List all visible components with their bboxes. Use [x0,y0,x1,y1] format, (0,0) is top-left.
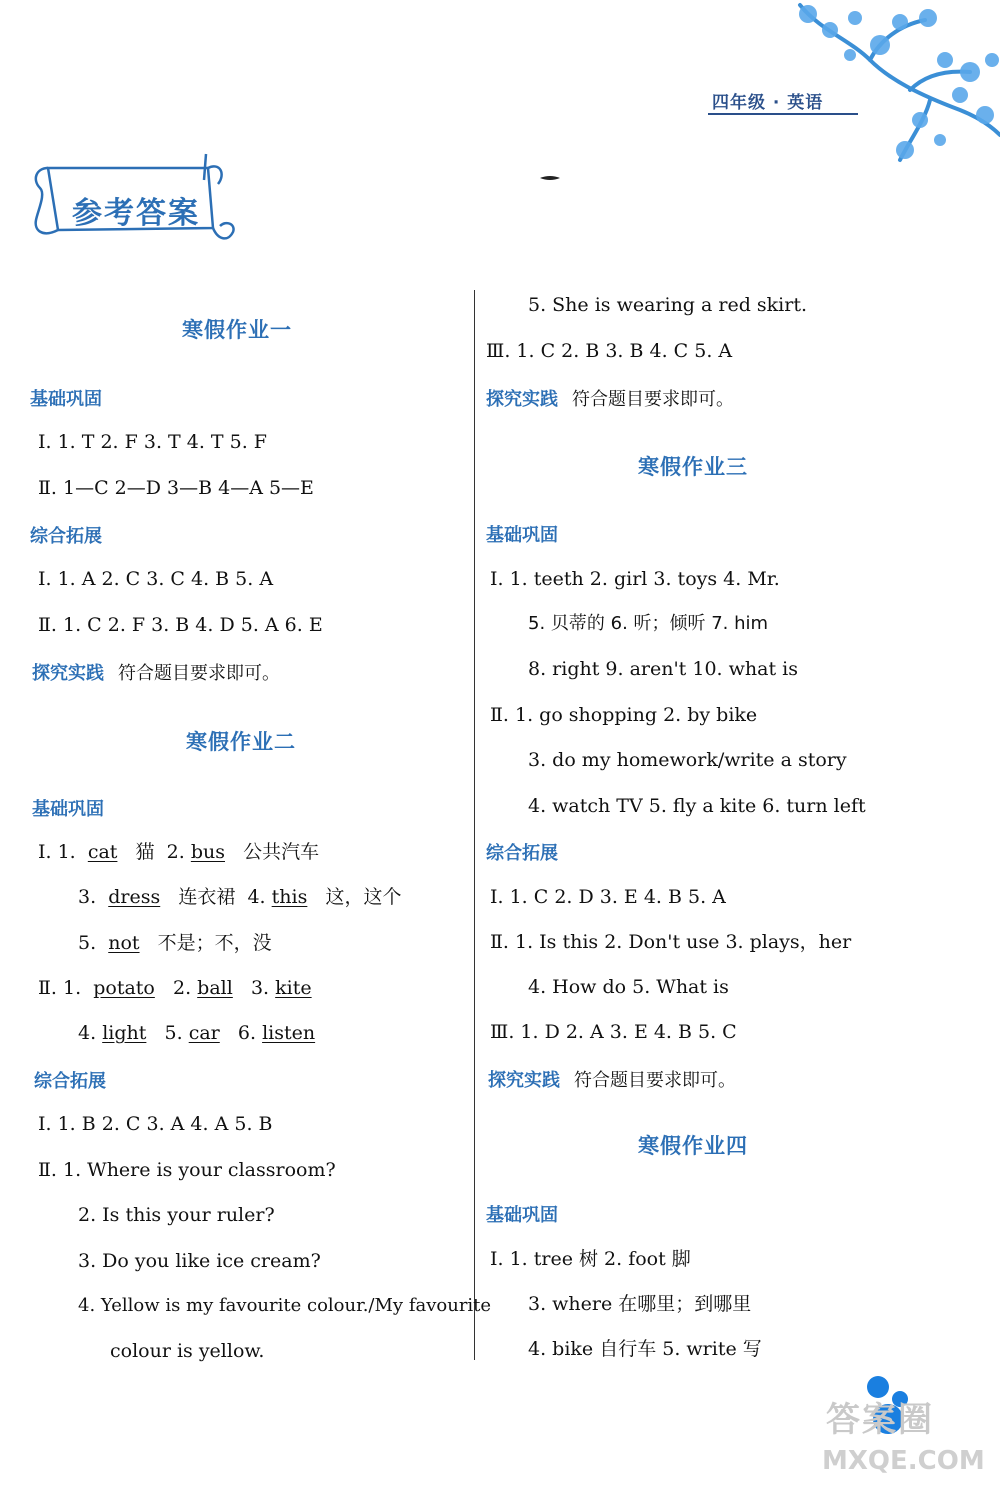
answer-word: light [102,1022,147,1044]
translation: 猫 [135,841,155,863]
item-number: 2. [172,977,192,999]
answer-line [78,885,402,909]
answer-word: car [188,1022,220,1044]
homework-3-title: 寒假作业三 [638,455,748,479]
grade-subject-label: 四年级 · 英语 [712,93,824,113]
practice-heading [488,1066,736,1092]
translation: 连衣裙 [178,886,236,908]
item-number: 3. [250,977,270,999]
homework-1-title: 寒假作业一 [182,318,292,342]
answer-line: Ⅲ. 1. D 2. A 3. E 4. B 5. C [490,1021,737,1043]
answer-line: 5. She is wearing a red skirt. [528,294,807,316]
practice-heading [32,659,280,685]
answer-line: 3. where 在哪里；到哪里 [528,1293,752,1315]
answer-line: Ⅱ. 1. go shopping 2. by bike [490,704,758,726]
basics-heading: 基础巩固 [30,389,102,410]
translation: 这，这个 [325,886,402,908]
answer-line: Ⅰ. 1. B 2. C 3. A 4. A 5. B [38,1113,273,1135]
answer-word: cat [87,841,118,863]
answer-line: Ⅱ. 1. Where is your classroom? [38,1159,336,1181]
item-number: Ⅱ. 1. [38,977,82,999]
answer-line: 3. Do you like ice cream? [78,1250,321,1272]
answer-line: 8. right 9. aren't 10. what is [528,658,798,680]
extension-heading: 综合拓展 [486,843,558,864]
basics-heading: 基础巩固 [486,1205,558,1226]
answer-line: Ⅲ. 1. C 2. B 3. B 4. C 5. A [486,340,733,362]
item-number: 6. [237,1022,257,1044]
answer-line: Ⅱ. 1. Is this 2. Don't use 3. plays，her [490,931,852,953]
answer-line: 4. How do 5. What is [528,976,729,998]
item-number: 5. [78,932,97,954]
answer-word: potato [93,977,155,999]
practice-heading [486,385,734,411]
answer-line [78,931,272,955]
watermark-url: MXQE.COM [822,1446,985,1476]
watermark-logo: 答案圈 [826,1400,934,1440]
column-divider [474,290,475,1360]
answer-line [38,840,319,864]
ornament-icon [538,174,562,182]
practice-note: 符合题目要求即可。 [572,389,734,410]
section-title: 参考答案 [72,196,200,231]
answer-word: this [271,886,308,908]
answer-line: Ⅱ. 1. C 2. F 3. B 4. D 5. A 6. E [38,614,323,636]
answer-word: kite [275,977,312,999]
plum-blossom-decoration [760,0,1000,170]
item-number: 4. [247,886,266,908]
item-number: 5. [164,1022,183,1044]
answer-word: not [108,932,140,954]
basics-heading: 基础巩固 [486,525,558,546]
item-number: 3. [78,886,97,908]
practice-note: 符合题目要求即可。 [574,1070,736,1091]
answer-line: Ⅰ. 1. tree 树 2. foot 脚 [490,1248,691,1270]
homework-4-title: 寒假作业四 [638,1134,748,1158]
practice-label: 探究实践 [488,1070,560,1091]
answer-line: 2. Is this your ruler? [78,1204,275,1226]
extension-heading: 综合拓展 [30,526,102,547]
homework-2-title: 寒假作业二 [186,730,296,754]
extension-heading: 综合拓展 [34,1071,106,1092]
answer-word: dress [108,886,161,908]
basics-heading: 基础巩固 [32,799,104,820]
header-underline [708,113,858,115]
answer-line: Ⅱ. 1—C 2—D 3—B 4—A 5—E [38,477,314,499]
answer-line: 4. bike 自行车 5. write 写 [528,1338,762,1360]
item-number: Ⅰ. 1. [38,841,76,863]
answer-line: Ⅰ. 1. teeth 2. girl 3. toys 4. Mr. [490,568,780,590]
translation: 公共汽车 [243,841,320,863]
answer-line: 3. do my homework/write a story [528,749,847,771]
answer-line: 5. 贝蒂的 6. 听；倾听 7. him [528,613,769,634]
item-number: 4. [78,1022,97,1044]
practice-label: 探究实践 [486,389,558,410]
practice-label: 探究实践 [32,663,104,684]
practice-note: 符合题目要求即可。 [118,663,280,684]
answer-word: ball [197,977,233,999]
answer-word: listen [262,1022,316,1044]
item-number: 2. [166,841,185,863]
answer-line [38,976,312,1000]
answer-word: bus [190,841,225,863]
answer-line: Ⅰ. 1. C 2. D 3. E 4. B 5. A [490,886,726,908]
translation: 不是；不，没 [157,932,272,954]
answer-line: Ⅰ. 1. T 2. F 3. T 4. T 5. F [38,431,267,453]
answer-line: 4. Yellow is my favourite colour./My favourite [78,1295,492,1316]
answer-line [78,1021,315,1045]
answer-line: Ⅰ. 1. A 2. C 3. C 4. B 5. A [38,568,274,590]
answer-line: 4. watch TV 5. fly a kite 6. turn left [528,795,866,817]
answer-line: colour is yellow. [110,1340,265,1362]
